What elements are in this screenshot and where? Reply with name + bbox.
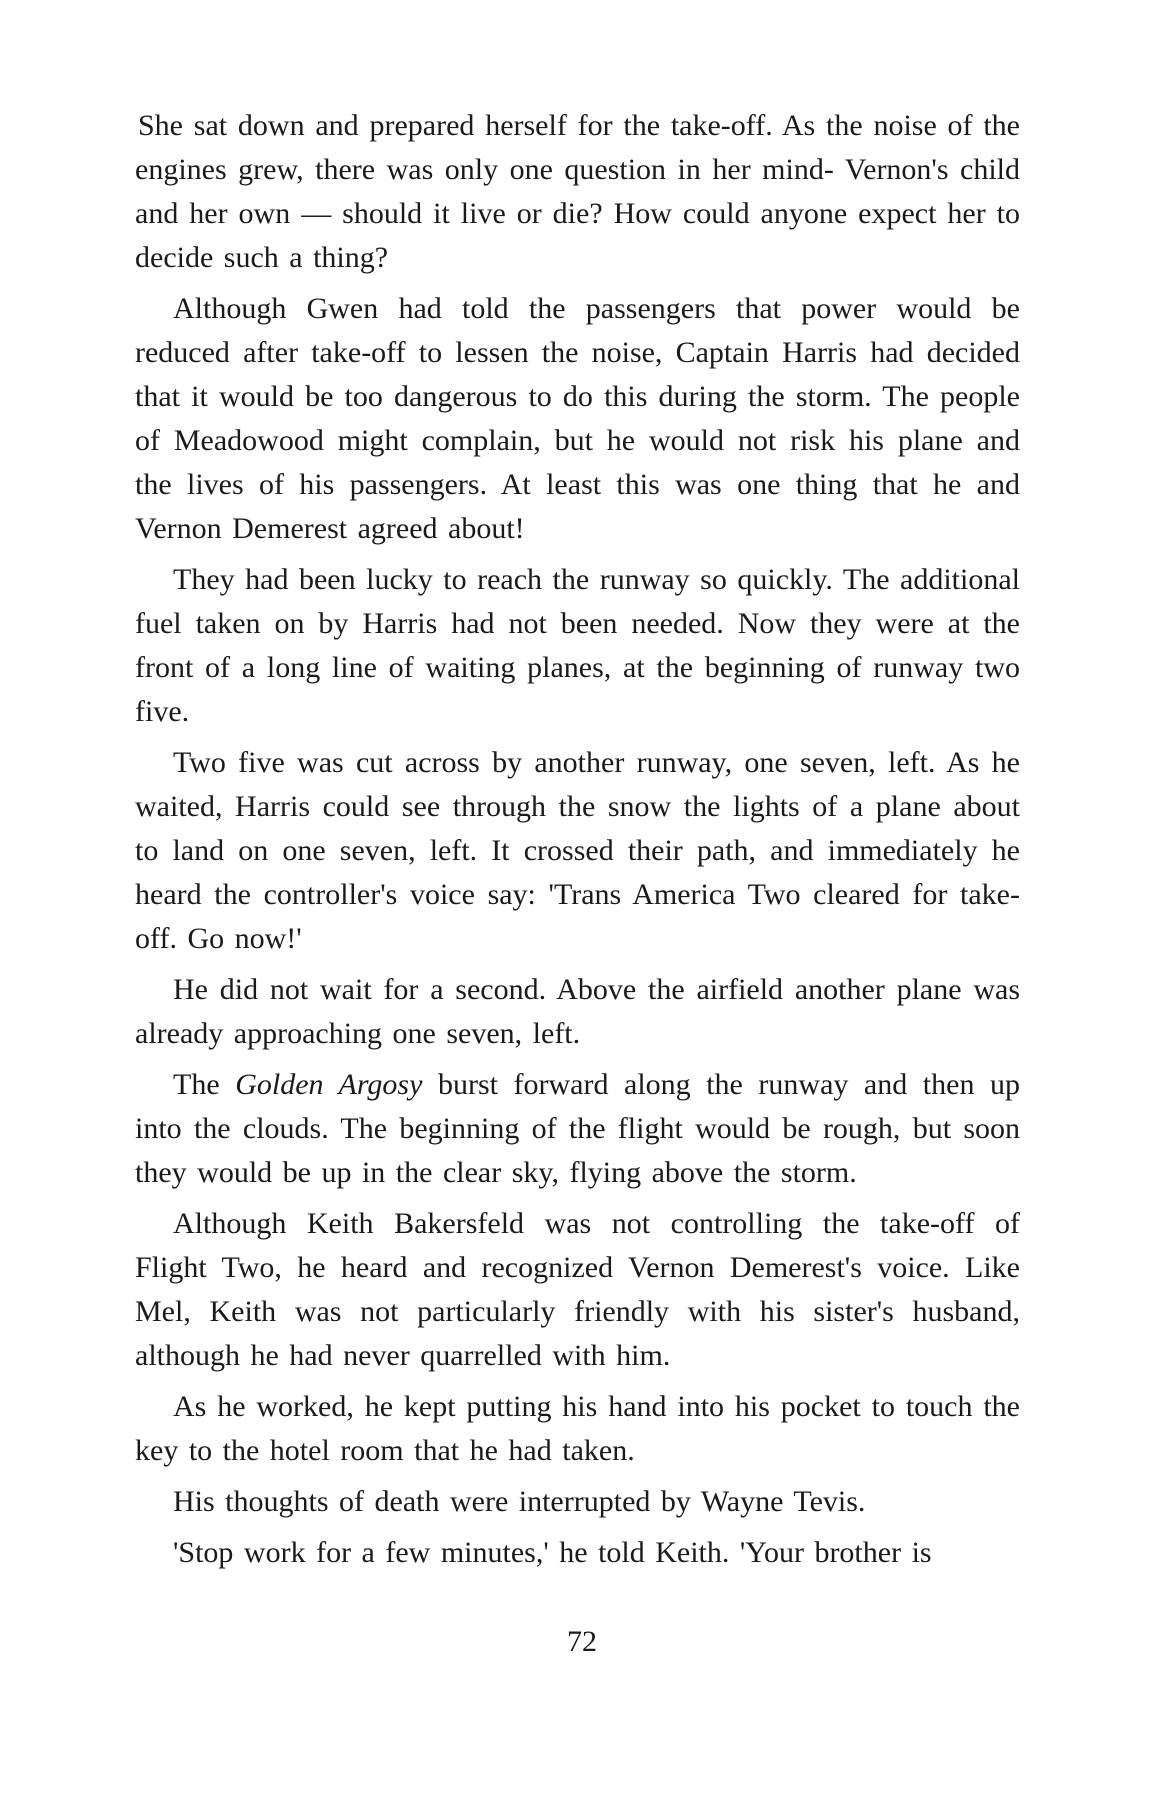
paragraph-8: As he worked, he kept putting his hand into his pocket to touch the key to the hotel room that he had taken.: [135, 1390, 1020, 1467]
paragraph-7: Although Keith Bakersfeld was not controlling the take-off of Flight Two, he heard and recognized Vernon Demerest's voice. Like Mel, Keith was not particularly friendly with his sister's husband, although he had never quarrelled with him.: [135, 1207, 1020, 1372]
paragraph-6: [135, 1063, 1020, 1195]
paragraph-6-rest: burst forward along the runway and then up into the clouds. The beginning of the flight would be rough, but soon they would be up in the clear sky, flying above the storm.: [135, 1068, 1020, 1189]
paragraph-10: 'Stop work for a few minutes,' he told Keith. 'Your brother is: [173, 1536, 932, 1569]
paragraph-1: She sat down and prepared herself for the take-off. As the noise of the engines grew, there was only one question in her mind- Vernon's child and her own — should it live or die? How could anyone expect her to decide such a thing?: [135, 109, 1020, 274]
body-text: [135, 104, 1020, 1582]
ship-name-italic: Golden Argosy: [235, 1068, 423, 1101]
paragraph-2: Although Gwen had told the passengers that power would be reduced after take-off to lessen the noise, Captain Harris had decided that it would be too dangerous to do this during the storm. The people of Meadowood might complain, but he would not risk his plane and the lives of his passengers. At least this was one thing that he and Vernon Demerest agreed about!: [135, 292, 1020, 545]
paragraph-4: Two five was cut across by another runway, one seven, left. As he waited, Harris could see through the snow the lights of a plane about to land on one seven, left. It crossed their path, and immediately he heard the controller's voice say: 'Trans America Two cleared for take-off. Go now!': [135, 746, 1020, 955]
paragraph-5: He did not wait for a second. Above the airfield another plane was already approaching one seven, left.: [135, 973, 1020, 1050]
paragraph-6-lead: The: [173, 1068, 236, 1101]
paragraph-3: They had been lucky to reach the runway so quickly. The additional fuel taken on by Harris had not been needed. Now they were at the front of a long line of waiting planes, at the beginning of runway two five.: [135, 563, 1020, 728]
paragraph-9: His thoughts of death were interrupted by Wayne Tevis.: [173, 1485, 866, 1518]
page-number: 72: [567, 1625, 597, 1658]
